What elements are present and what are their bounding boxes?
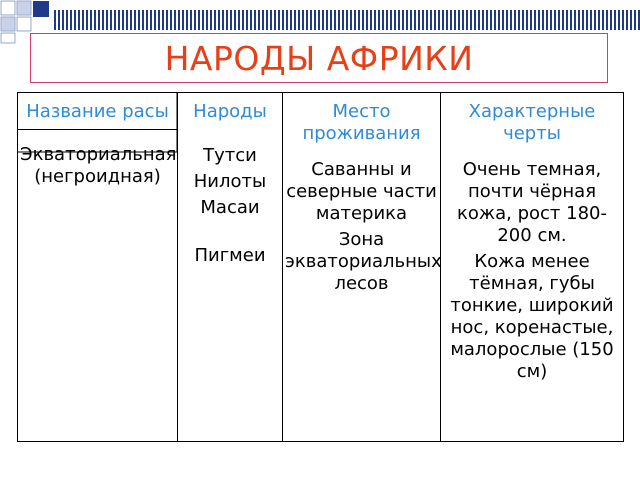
- header-race: [18, 93, 178, 442]
- decor-hatched-bar: [54, 10, 640, 30]
- header-traits: [441, 93, 624, 442]
- header-race-label: Название расы: [26, 101, 169, 122]
- header-traits-label: Характерные черты: [468, 101, 596, 144]
- header-peoples-label: Народы: [193, 101, 267, 122]
- header-place-label: Место проживания: [302, 101, 421, 144]
- people-tutsi: Тутси: [203, 145, 257, 166]
- race-name: Экваториальная (негроидная): [20, 144, 177, 187]
- people-nilotes: Нилоты: [193, 171, 267, 192]
- header-place: [283, 93, 441, 442]
- peoples-cell: [178, 123, 282, 267]
- table-row: [18, 93, 624, 147]
- trait-first: Очень темная, почти чёрная кожа, рост 180-200 см.: [457, 159, 607, 246]
- people-masai: Масаи: [200, 197, 260, 218]
- page-title: НАРОДЫ АФРИКИ: [164, 38, 474, 78]
- header-peoples: [178, 93, 283, 442]
- trait-second: Кожа менее тёмная, губы тонкие, широкий нос, коренастые, малорослые (150 см): [450, 251, 614, 382]
- peoples-table: [17, 92, 624, 442]
- race-cell: [18, 129, 177, 188]
- traits-cell: [441, 145, 623, 383]
- place-savanna: Саванны и северные части материка: [286, 159, 437, 224]
- title-box: [30, 33, 608, 83]
- people-gap: [180, 223, 280, 245]
- place-forests: Зона экваториальных лесов: [285, 229, 442, 294]
- people-pygmies: Пигмеи: [194, 245, 266, 266]
- places-cell: [283, 145, 440, 295]
